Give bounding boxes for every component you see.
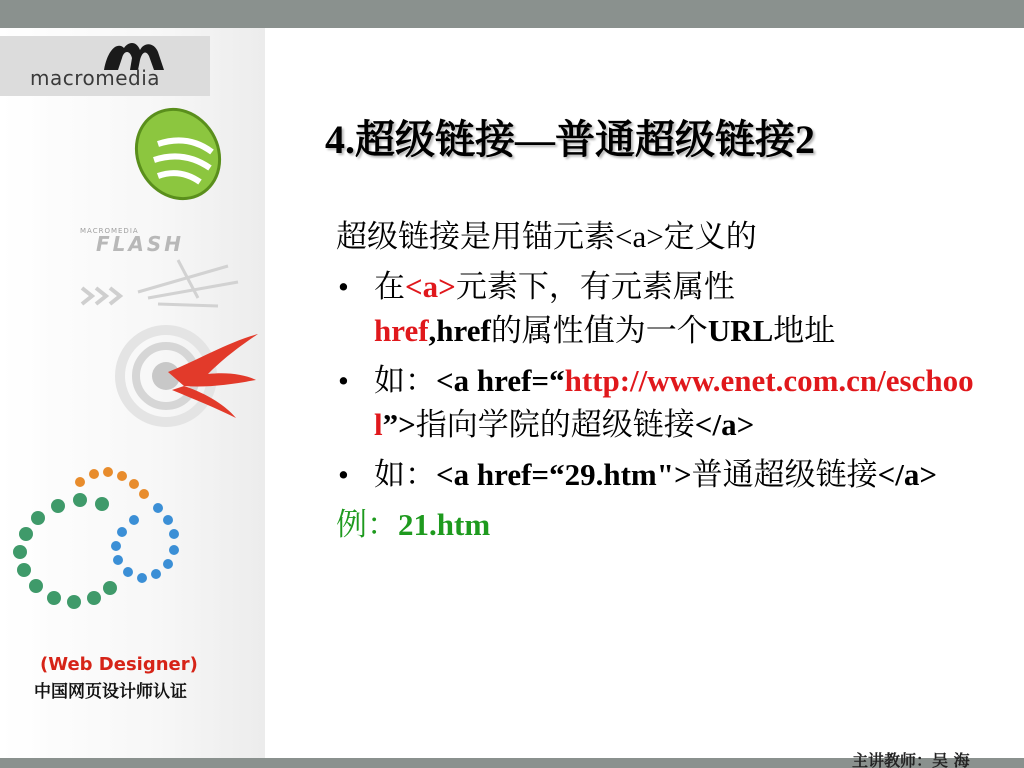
flash-rays-icon bbox=[78, 252, 248, 312]
certification-label: 中国网页设计师认证 bbox=[34, 682, 187, 702]
bullet1-href-red: href bbox=[374, 313, 429, 348]
example-link[interactable]: 21.htm bbox=[398, 507, 491, 542]
bullet-item-3 bbox=[336, 453, 976, 497]
web-designer-label: (Web Designer) bbox=[40, 654, 198, 675]
bullet-dot: • bbox=[338, 363, 349, 398]
bullet3-end-tag: </a> bbox=[877, 457, 938, 492]
bullet2-tag-close: ”> bbox=[382, 407, 416, 442]
teacher-label: 主讲教师：吴 海 bbox=[852, 751, 970, 768]
bullet-dot: • bbox=[338, 269, 349, 304]
bullet1-text: 地址 bbox=[773, 313, 836, 348]
bullet1-tag: <a> bbox=[405, 269, 456, 304]
bullet1-href: ,href bbox=[428, 313, 491, 348]
bullet-item-2 bbox=[336, 359, 976, 447]
flash-label: FLASH bbox=[96, 232, 185, 256]
slide-title: 4.超级链接—普通超级链接2 bbox=[325, 117, 815, 162]
bullet3-tag: <a href=“29.htm"> bbox=[436, 457, 692, 492]
slide-content bbox=[336, 215, 976, 547]
macromedia-logo-text: macromedia bbox=[30, 66, 161, 90]
example-label: 例： bbox=[336, 507, 398, 542]
bullet2-end-tag: </a> bbox=[694, 407, 755, 442]
bullet2-text: 指向学院的超级链接 bbox=[415, 407, 695, 442]
bullet1-text: 元素下，有元素属性 bbox=[455, 269, 735, 304]
flash-small-label: MACROMEDIA bbox=[80, 227, 139, 235]
bullet3-text: 普通超级链接 bbox=[691, 457, 878, 492]
bullet1-text: 的属性值为一个 bbox=[490, 313, 708, 348]
intro-line: 超级链接是用锚元素<a>定义的 bbox=[336, 219, 757, 254]
bullet3-text: 如： bbox=[374, 457, 436, 492]
bullet2-url-link[interactable]: http://www.enet.com.cn/eschool bbox=[374, 363, 974, 442]
bullet-dot: • bbox=[338, 457, 349, 492]
top-bar bbox=[0, 0, 1024, 28]
bullet2-tag-open: <a href=“ bbox=[436, 363, 565, 398]
bullet-item-1 bbox=[336, 265, 976, 353]
dot-rings-icon bbox=[8, 460, 208, 620]
bullet1-text: 在 bbox=[374, 269, 405, 304]
bullet2-text: 如： bbox=[374, 363, 436, 398]
bullet1-url: URL bbox=[707, 313, 774, 348]
example-line bbox=[336, 503, 976, 547]
green-disc-icon bbox=[128, 104, 232, 204]
swirl-bird-icon bbox=[108, 320, 264, 430]
